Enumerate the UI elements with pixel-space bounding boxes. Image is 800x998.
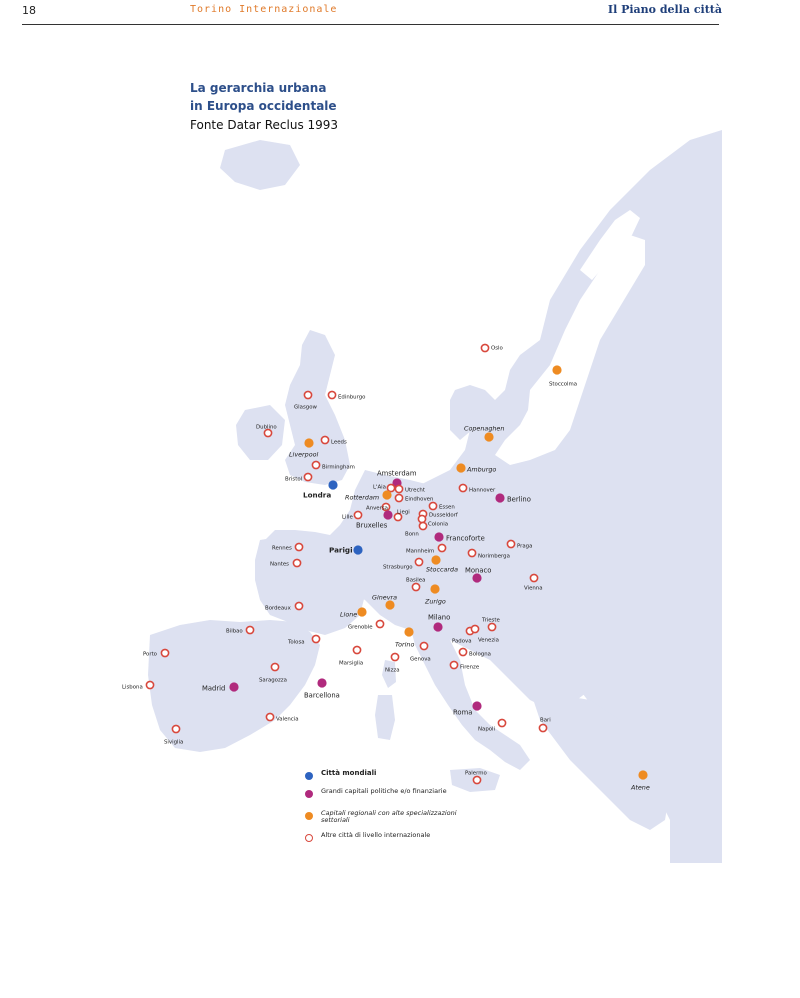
europe-map (110, 130, 722, 863)
city-label-tolosa: Tolosa (288, 639, 305, 646)
city-marker-siviglia (172, 725, 179, 732)
city-marker-strasburgo (415, 558, 422, 565)
city-label-bologna: Bologna (469, 651, 491, 658)
city-label-palermo: Palermo (465, 770, 487, 777)
land-ireland (236, 405, 285, 460)
city-label-hannover: Hannover (469, 487, 496, 494)
header-rule (22, 24, 719, 25)
city-marker-nizza (391, 653, 398, 660)
city-label-utrecht: Utrecht (405, 487, 425, 494)
city-marker-praga (507, 540, 514, 547)
city-label-birmingham: Birmingham (322, 464, 355, 471)
city-label-genova: Genova (410, 656, 431, 663)
city-label-praga: Praga (517, 543, 533, 550)
city-label-edinburgo: Edinburgo (338, 394, 366, 401)
city-label-valencia: Valencia (276, 716, 299, 723)
city-marker-grenoble (376, 620, 383, 627)
city-marker-venezia (471, 625, 478, 632)
city-marker-bari (539, 724, 546, 731)
city-label-bristol: Bristol (285, 476, 303, 483)
city-marker-francoforte (434, 532, 443, 541)
city-label-amsterdam: Amsterdam (377, 469, 417, 478)
legend-regional-marker (305, 812, 313, 820)
city-label-nantes: Nantes (270, 561, 289, 568)
city-label-monaco: Monaco (465, 566, 492, 575)
city-marker-bruxelles (383, 510, 392, 519)
city-marker-marsiglia (353, 646, 360, 653)
city-label-amburgo: Amburgo (467, 465, 497, 474)
city-marker-vienna (530, 574, 537, 581)
city-label-zurigo: Zurigo (425, 597, 446, 606)
city-marker-barcellona (317, 678, 326, 687)
city-label-stoccarda: Stoccarda (426, 565, 459, 574)
city-marker-palermo (473, 776, 480, 783)
city-marker-ginevra (385, 600, 394, 609)
page-number: 18 (22, 4, 36, 17)
city-marker-tolosa (312, 635, 319, 642)
figure-source: Fonte Datar Reclus 1993 (190, 118, 339, 132)
city-marker-milano (433, 622, 442, 631)
city-marker-zurigo (430, 584, 439, 593)
city-marker-amburgo (456, 463, 465, 472)
city-label-liegi: Liegi (397, 509, 410, 516)
city-marker-edinburgo (328, 391, 335, 398)
city-marker-lione (357, 607, 366, 616)
city-label-trieste: Trieste (482, 617, 500, 624)
city-label-oslo: Oslo (491, 345, 503, 352)
city-label-bordeaux: Bordeaux (265, 605, 291, 612)
city-label-nizza: Nizza (385, 667, 400, 674)
city-label-dublino: Dublino (256, 424, 277, 431)
legend-row-other (305, 832, 471, 842)
city-label-l-aia: L'Aia (373, 484, 386, 491)
city-marker-utrecht (395, 485, 402, 492)
section-title: Il Piano della città (607, 3, 722, 16)
city-label-grenoble: Grenoble (348, 624, 373, 631)
city-marker-genova (420, 642, 427, 649)
legend-capital-marker (305, 790, 313, 798)
city-marker-napoli (498, 719, 505, 726)
city-label-porto: Porto (143, 651, 157, 658)
city-marker-lille (354, 511, 361, 518)
city-marker-bonn (419, 522, 426, 529)
city-label-napoli: Napoli (478, 726, 496, 733)
city-label-siviglia: Siviglia (164, 739, 184, 746)
city-marker-atene (638, 770, 647, 779)
city-label-norimberga: Norimberga (478, 553, 510, 560)
legend-row-capitals (305, 788, 471, 798)
city-marker-firenze (450, 661, 457, 668)
city-marker-liverpool (304, 438, 313, 447)
city-marker-berlino (495, 493, 504, 502)
city-label-liverpool: Liverpool (289, 450, 319, 459)
city-label-leeds: Leeds (331, 439, 347, 446)
city-label-basilea: Basilea (406, 577, 426, 584)
page-header (0, 0, 800, 28)
city-marker-stoccolma (552, 365, 561, 374)
city-label-atene: Atene (631, 783, 650, 792)
city-marker-l-aia (387, 484, 394, 491)
city-label-rennes: Rennes (272, 545, 292, 552)
figure-title-line1: La gerarchia urbana (190, 81, 327, 95)
city-marker-leeds (321, 436, 328, 443)
city-label-stoccolma: Stoccolma (549, 381, 578, 388)
legend-world-label: Città mondiali (321, 769, 377, 777)
legend-row-regional (305, 810, 471, 824)
city-marker-hannover (459, 484, 466, 491)
north-sea (348, 345, 445, 465)
city-label-ginevra: Ginevra (372, 593, 398, 602)
city-label-copenaghen: Copenaghen (464, 424, 505, 433)
land-corsica (382, 660, 396, 688)
city-label-glasgow: Glasgow (294, 404, 317, 411)
city-label-francoforte: Francoforte (446, 534, 485, 543)
city-label-eindhoven: Eindhoven (405, 496, 434, 503)
city-label-lione: Lione (340, 610, 358, 619)
city-marker-copenaghen (484, 432, 493, 441)
city-marker-norimberga (468, 549, 475, 556)
city-marker-bilbao (246, 626, 253, 633)
city-marker-nantes (293, 559, 300, 566)
city-marker-parigi (353, 545, 362, 554)
city-marker-colonia (418, 515, 425, 522)
city-marker-rotterdam (382, 490, 391, 499)
city-label-essen: Essen (439, 504, 455, 511)
city-marker-lisbona (146, 681, 153, 688)
city-label-milano: Milano (428, 613, 451, 622)
city-label-saragozza: Saragozza (259, 677, 287, 684)
city-label-rotterdam: Rotterdam (345, 493, 380, 502)
city-label-bari: Bari (540, 717, 551, 724)
legend-row-world (305, 770, 471, 780)
city-label-lille: Lille (342, 514, 353, 521)
journal-title: Torino Internazionale (190, 4, 338, 15)
figure-title-line2: in Europa occidentale (190, 99, 337, 113)
city-marker-saragozza (271, 663, 278, 670)
city-label-barcellona: Barcellona (304, 691, 340, 700)
city-marker-rennes (295, 543, 302, 550)
city-marker-essen (429, 502, 436, 509)
city-marker-porto (161, 649, 168, 656)
city-label-mannheim: Mannheim (406, 548, 435, 555)
city-marker-torino (404, 627, 413, 636)
city-label-dusseldorf: Dusseldorf (429, 512, 458, 519)
city-marker-glasgow (304, 391, 311, 398)
city-marker-londra (328, 480, 337, 489)
legend-world-marker (305, 772, 313, 780)
city-label-anversa: Anversa (366, 505, 388, 512)
city-label-berlino: Berlino (507, 495, 531, 504)
city-label-venezia: Venezia (478, 637, 499, 644)
city-label-vienna: Vienna (524, 585, 543, 592)
city-label-roma: Roma (453, 708, 473, 717)
city-marker-mannheim (438, 544, 445, 551)
city-marker-roma (472, 701, 481, 710)
legend-other-label: Altre città di livello internazionale (321, 831, 431, 839)
city-marker-monaco (472, 573, 481, 582)
city-marker-eindhoven (395, 494, 402, 501)
city-label-colonia: Colonia (428, 521, 449, 528)
land-iceland (220, 140, 300, 190)
city-label-bruxelles: Bruxelles (356, 521, 388, 530)
city-label-marsiglia: Marsiglia (339, 660, 364, 667)
legend-capital-label: Grandi capitali politiche e/o finanziarie (321, 787, 447, 795)
city-marker-bologna (459, 648, 466, 655)
legend-other-marker (305, 834, 313, 842)
legend-regional-label: Capitali regionali con alte specializzazioni settoriali (321, 809, 457, 824)
city-label-padova: Padova (452, 638, 472, 645)
city-marker-valencia (266, 713, 273, 720)
city-marker-oslo (481, 344, 488, 351)
city-label-bonn: Bonn (405, 531, 419, 538)
city-label-torino: Torino (395, 640, 415, 649)
city-marker-stoccarda (431, 555, 440, 564)
city-marker-birmingham (312, 461, 319, 468)
city-label-madrid: Madrid (202, 684, 226, 693)
city-label-lisbona: Lisbona (122, 684, 143, 691)
city-marker-madrid (229, 682, 238, 691)
city-marker-bordeaux (295, 602, 302, 609)
land-sardinia (375, 695, 395, 740)
city-label-parigi: Parigi (329, 545, 353, 555)
city-label-londra: Londra (303, 490, 332, 500)
city-label-strasburgo: Strasburgo (383, 564, 413, 571)
city-label-bilbao: Bilbao (226, 628, 243, 635)
city-label-firenze: Firenze (460, 664, 480, 671)
city-marker-basilea (412, 583, 419, 590)
city-marker-bristol (304, 473, 311, 480)
city-marker-trieste (488, 623, 495, 630)
